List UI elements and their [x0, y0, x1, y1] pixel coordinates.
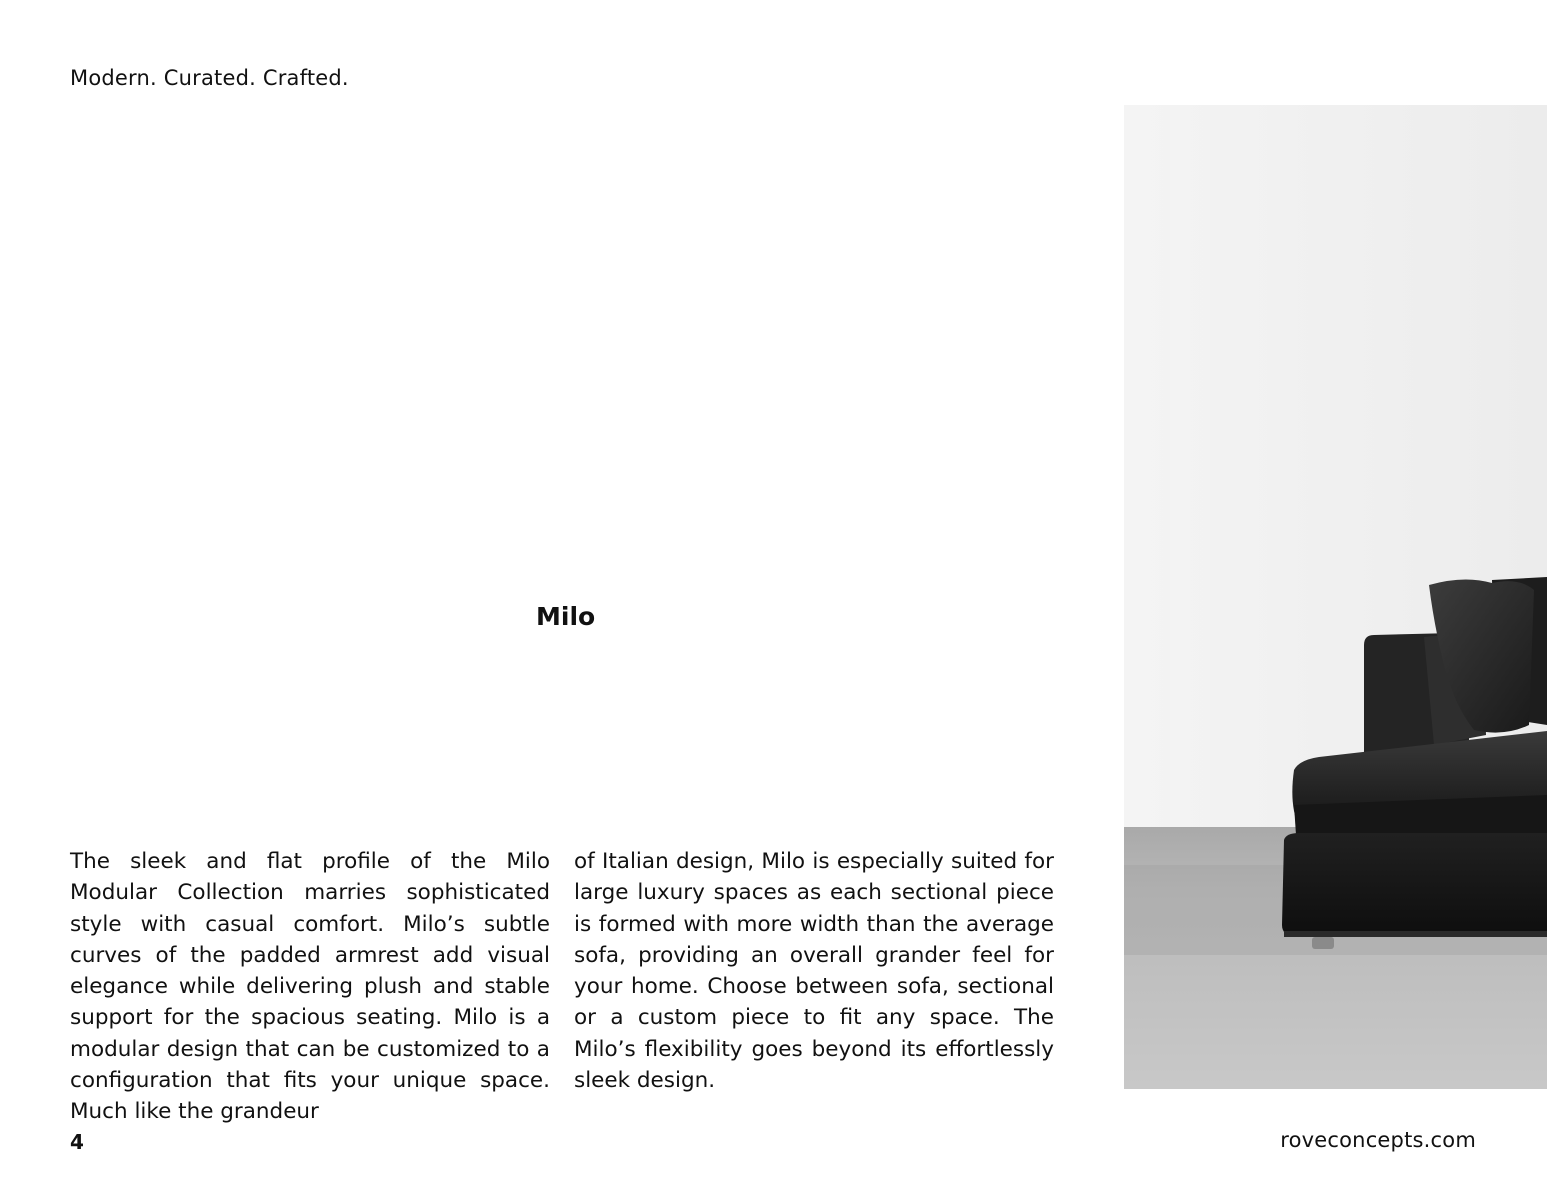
product-photo — [1124, 105, 1547, 1089]
sofa-base-edge — [1284, 931, 1547, 937]
description-column-left: The sleek and flat profile of the Milo Modular Collection marries sophisticated style with casual comfort. Milo’s subtle curves of the padded armrest add visual elegance while delivering plush and stable support for the spacious seating. Milo is a modular design that can be customized to a configuration that fits your unique space. Much like the grandeur — [70, 849, 550, 1125]
website-link[interactable]: roveconcepts.com — [1280, 1128, 1476, 1152]
sofa-foot — [1312, 937, 1334, 949]
description-column-right: of Italian design, Milo is especially suited for large luxury spaces as each sectional piece is formed with more width than the average sofa, providing an overall grander feel for your home. Choose between sofa, sectional or a custom piece to fit any space. The Milo’s flexibility goes beyond its effortlessly sleek design. — [574, 849, 1054, 1094]
product-title: Milo — [536, 602, 596, 631]
sofa-photo-illustration — [1124, 105, 1547, 1089]
sofa-base — [1282, 833, 1547, 937]
brand-tagline: Modern. Curated. Crafted. — [70, 66, 349, 90]
page-number: 4 — [70, 1130, 84, 1154]
